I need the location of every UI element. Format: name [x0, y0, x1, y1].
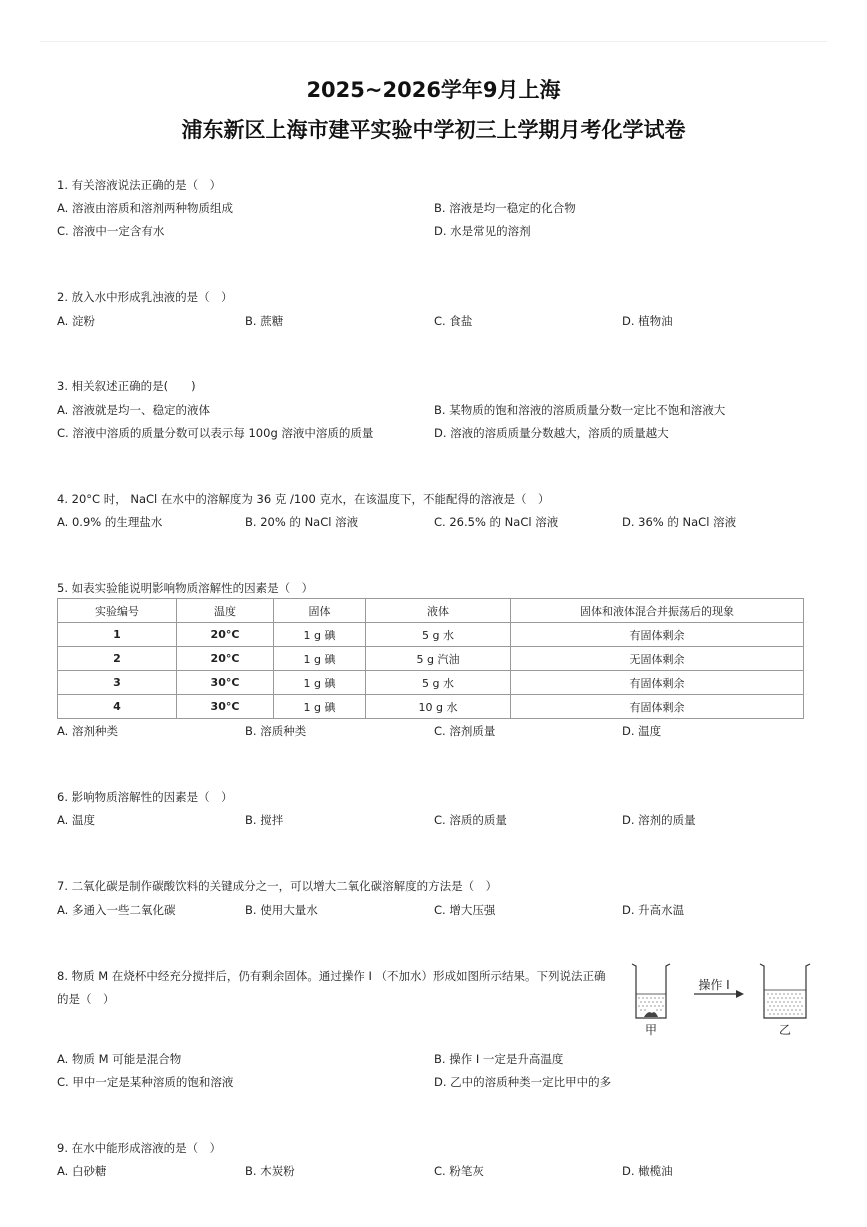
- question-6-option-d[interactable]: D. 溶剂的质量: [622, 813, 696, 827]
- beaker-left-label: 甲: [644, 1023, 658, 1037]
- table-cell: 10 g 水: [366, 695, 511, 719]
- table-cell: 20°C: [177, 623, 274, 647]
- table-cell: 2: [58, 647, 177, 671]
- question-5-option-b[interactable]: B. 溶质种类: [245, 724, 307, 738]
- table-header-cell: 液体: [366, 599, 511, 623]
- table-cell: 3: [58, 671, 177, 695]
- operation-label: 操作 I: [698, 978, 730, 992]
- question-7-stem: 7. 二氧化碳是制作碳酸饮料的关键成分之一，可以增大二氧化碳溶解度的方法是（ ）: [57, 879, 498, 893]
- table-cell: 无固体剩余: [511, 647, 804, 671]
- question-2-option-c[interactable]: C. 食盐: [434, 314, 473, 328]
- question-7-option-d[interactable]: D. 升高水温: [622, 903, 685, 917]
- table-header-row: [58, 599, 804, 623]
- beaker-figure: [624, 960, 814, 1040]
- page-title-line2: 浦东新区上海市建平实验中学初三上学期月考化学试卷: [181, 118, 686, 142]
- question-3-option-b[interactable]: B. 某物质的饱和溶液的溶质质量分数一定比不饱和溶液大: [434, 403, 726, 417]
- table-cell: 1 g 碘: [274, 695, 366, 719]
- question-1-option-c[interactable]: C. 溶液中一定含有水: [57, 224, 165, 238]
- table-cell: 1 g 碘: [274, 671, 366, 695]
- question-1-option-b[interactable]: B. 溶液是均一稳定的化合物: [434, 201, 576, 215]
- question-5-option-a[interactable]: A. 溶剂种类: [57, 724, 118, 738]
- question-7-option-b[interactable]: B. 使用大量水: [245, 903, 318, 917]
- question-9-option-c[interactable]: C. 粉笔灰: [434, 1164, 484, 1178]
- question-8-option-c[interactable]: C. 甲中一定是某种溶质的饱和溶液: [57, 1075, 234, 1089]
- question-2-stem: 2. 放入水中形成乳浊液的是（ ）: [57, 290, 233, 304]
- question-5-stem: 5. 如表实验能说明影响物质溶解性的因素是（ ）: [57, 581, 314, 595]
- question-3-option-a[interactable]: A. 溶液就是均一、稳定的液体: [57, 403, 210, 417]
- question-1-option-a[interactable]: A. 溶液由溶质和溶剂两种物质组成: [57, 201, 233, 215]
- question-2-option-b[interactable]: B. 蔗糖: [245, 314, 284, 328]
- question-9-option-d[interactable]: D. 橄榄油: [622, 1164, 673, 1178]
- table-cell: 30°C: [177, 695, 274, 719]
- question-5-option-d[interactable]: D. 温度: [622, 724, 662, 738]
- table-cell: 5 g 水: [366, 623, 511, 647]
- beaker-right-label: 乙: [778, 1023, 792, 1037]
- question-4-option-c[interactable]: C. 26.5% 的 NaCl 溶液: [434, 515, 559, 529]
- question-8-option-b[interactable]: B. 操作 I 一定是升高温度: [434, 1052, 564, 1066]
- table-cell: 1 g 碘: [274, 647, 366, 671]
- page-title-line1: 2025~2026学年9月上海: [306, 78, 561, 102]
- question-9-stem: 9. 在水中能形成溶液的是（ ）: [57, 1141, 222, 1155]
- table-cell: 5 g 汽油: [366, 647, 511, 671]
- question-6-option-b[interactable]: B. 搅拌: [245, 813, 284, 827]
- question-3-stem: 3. 相关叙述正确的是( ): [57, 379, 196, 393]
- table-cell: 有固体剩余: [511, 695, 804, 719]
- question-1-option-d[interactable]: D. 水是常见的溶剂: [434, 224, 531, 238]
- table-header-cell: 实验编号: [58, 599, 177, 623]
- question-7-option-c[interactable]: C. 增大压强: [434, 903, 496, 917]
- question-6-stem: 6. 影响物质溶解性的因素是（ ）: [57, 790, 233, 804]
- table-cell: 有固体剩余: [511, 671, 804, 695]
- question-8-option-d[interactable]: D. 乙中的溶质种类一定比甲中的多: [434, 1075, 612, 1089]
- top-divider: [40, 41, 827, 42]
- question-9-option-a[interactable]: A. 白砂糖: [57, 1164, 107, 1178]
- table-cell: 1 g 碘: [274, 623, 366, 647]
- table-cell: 1: [58, 623, 177, 647]
- question-3-option-c[interactable]: C. 溶液中溶质的质量分数可以表示每 100g 溶液中溶质的质量: [57, 426, 374, 440]
- question-3-option-d[interactable]: D. 溶液的溶质质量分数越大，溶质的质量越大: [434, 426, 669, 440]
- question-9-option-b[interactable]: B. 木炭粉: [245, 1164, 295, 1178]
- table-cell: 30°C: [177, 671, 274, 695]
- question-1-stem: 1. 有关溶液说法正确的是（ ）: [57, 178, 222, 192]
- beaker-left-icon: [632, 964, 670, 1018]
- table-cell: 20°C: [177, 647, 274, 671]
- question-7-option-a[interactable]: A. 多通入一些二氧化碳: [57, 903, 176, 917]
- table-cell: 4: [58, 695, 177, 719]
- question-2-option-d[interactable]: D. 植物油: [622, 314, 673, 328]
- question-4-option-a[interactable]: A. 0.9% 的生理盐水: [57, 515, 163, 529]
- question-8-stem-line1: 8. 物质 M 在烧杯中经充分搅拌后，仍有剩余固体。通过操作 I （不加水）形成如图所示结果。下列说法正确: [57, 969, 606, 983]
- table-header-cell: 固体和液体混合并振荡后的现象: [511, 599, 804, 623]
- table-row: [58, 671, 804, 695]
- table-row: [58, 647, 804, 671]
- beaker-right-icon: [760, 964, 810, 1018]
- question-4-stem: 4. 20°C 时， NaCl 在水中的溶解度为 36 克 /100 克水，在该温度下，不能配得的溶液是（ ）: [57, 492, 550, 506]
- question-8-stem-line2: 的是（ ）: [57, 992, 115, 1006]
- experiment-table: [57, 598, 804, 719]
- table-header-cell: 固体: [274, 599, 366, 623]
- question-2-option-a[interactable]: A. 淀粉: [57, 314, 95, 328]
- table-row: [58, 623, 804, 647]
- table-header-cell: 温度: [177, 599, 274, 623]
- question-8-option-a[interactable]: A. 物质 M 可能是混合物: [57, 1052, 182, 1066]
- question-6-option-a[interactable]: A. 温度: [57, 813, 95, 827]
- table-cell: 有固体剩余: [511, 623, 804, 647]
- question-5-option-c[interactable]: C. 溶剂质量: [434, 724, 496, 738]
- question-6-option-c[interactable]: C. 溶质的质量: [434, 813, 507, 827]
- question-4-option-b[interactable]: B. 20% 的 NaCl 溶液: [245, 515, 359, 529]
- table-row: [58, 695, 804, 719]
- table-cell: 5 g 水: [366, 671, 511, 695]
- question-4-option-d[interactable]: D. 36% 的 NaCl 溶液: [622, 515, 737, 529]
